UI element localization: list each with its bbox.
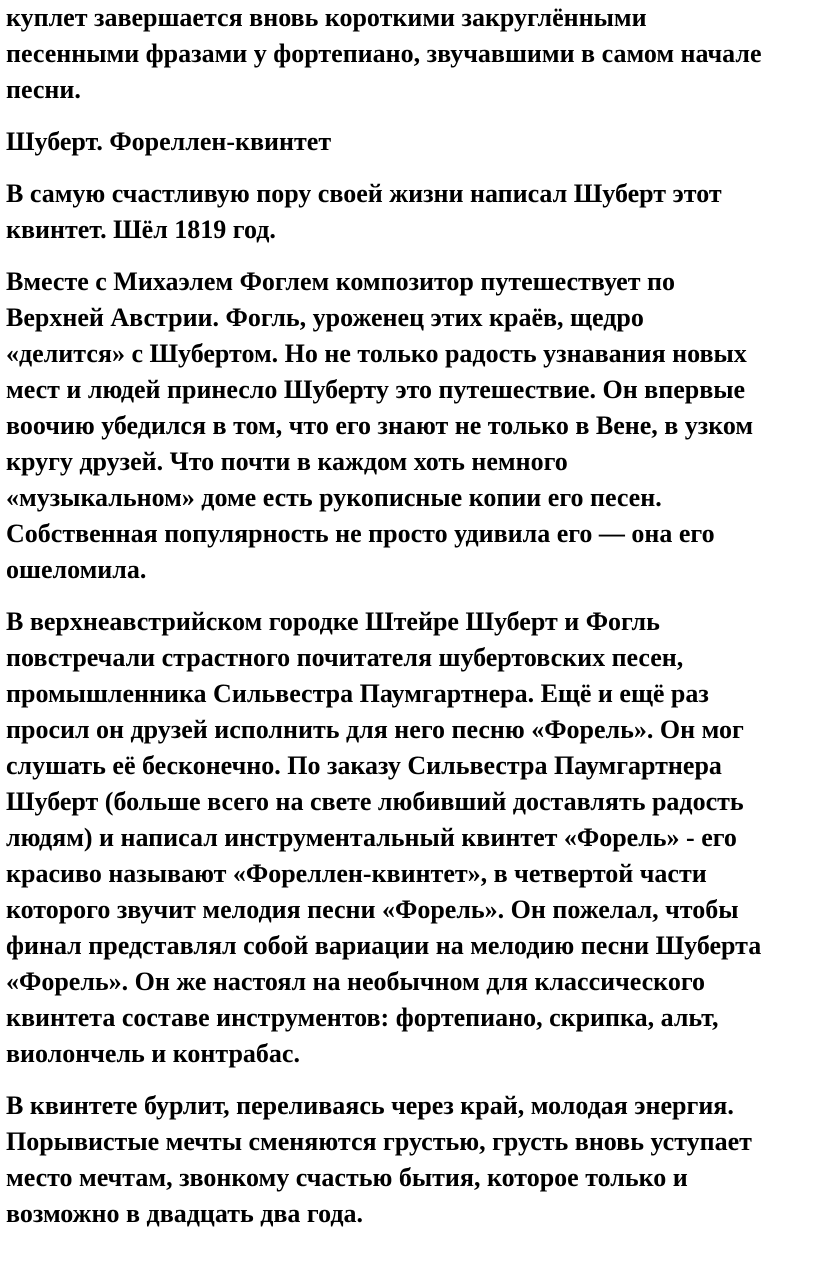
heading-text: Шуберт. Фореллен-квинтет xyxy=(6,127,332,156)
text-line: финал представлял собой вариации на мелодию песни Шуберта xyxy=(6,931,762,960)
text-line: квинтет. Шёл 1819 год. xyxy=(6,215,276,244)
text-line: Верхней Австрии. Фогль, уроженец этих краёв, щедро xyxy=(6,303,644,332)
text-line: кругу друзей. Что почти в каждом хоть немного xyxy=(6,447,568,476)
text-line: виолончель и контрабас. xyxy=(6,1039,300,1068)
paragraph-energy xyxy=(6,1088,816,1232)
text-line: слушать её бесконечно. По заказу Сильвестра Паумгартнера xyxy=(6,751,722,780)
text-line: место мечтам, звонкому счастью бытия, которое только и xyxy=(6,1163,688,1192)
section-heading xyxy=(6,124,816,160)
text-line: квинтета составе инструментов: фортепиано, скрипка, альт, xyxy=(6,1003,719,1032)
text-line: ошеломила. xyxy=(6,555,147,584)
paragraph-steyr xyxy=(6,604,816,1072)
text-line: воочию убедился в том, что его знают не только в Вене, в узком xyxy=(6,411,754,440)
text-line: которого звучит мелодия песни «Форель». Он пожелал, чтобы xyxy=(6,895,739,924)
text-line: промышленника Сильвестра Паумгартнера. Ещё и ещё раз xyxy=(6,679,709,708)
text-line: Собственная популярность не просто удивила его — она его xyxy=(6,519,715,548)
text-line: Порывистые мечты сменяются грустью, грусть вновь уступает xyxy=(6,1127,752,1156)
text-line: людям) и написал инструментальный квинтет «Форель» - его xyxy=(6,823,737,852)
text-line: возможно в двадцать два года. xyxy=(6,1199,363,1228)
text-line: песенными фразами у фортепиано, звучавшими в самом начале xyxy=(6,39,762,68)
text-line: песни. xyxy=(6,75,81,104)
text-line: В верхнеавстрийском городке Штейре Шуберт и Фогль xyxy=(6,607,660,636)
text-line: просил он друзей исполнить для него песню «Форель». Он мог xyxy=(6,715,744,744)
text-line: В квинтете бурлит, переливаясь через край, молодая энергия. xyxy=(6,1091,734,1120)
text-line: повстречали страстного почитателя шубертовских песен, xyxy=(6,643,684,672)
text-line: «делится» с Шубертом. Но не только радость узнавания новых xyxy=(6,339,747,368)
text-line: куплет завершается вновь короткими закруглёнными xyxy=(6,3,647,32)
text-line: В самую счастливую пору своей жизни написал Шуберт этот xyxy=(6,179,722,208)
text-line: «музыкальном» доме есть рукописные копии его песен. xyxy=(6,483,662,512)
text-line: Шуберт (больше всего на свете любивший доставлять радость xyxy=(6,787,744,816)
text-line: мест и людей принесло Шуберту это путешествие. Он впервые xyxy=(6,375,746,404)
paragraph-intro xyxy=(6,176,816,248)
text-line: красиво называют «Фореллен-квинтет», в четвертой части xyxy=(6,859,707,888)
paragraph-song-ending xyxy=(6,0,816,108)
text-line: «Форель». Он же настоял на необычном для классического xyxy=(6,967,705,996)
document-page xyxy=(6,0,816,1232)
text-line: Вместе с Михаэлем Фоглем композитор путешествует по xyxy=(6,267,675,296)
paragraph-journey xyxy=(6,264,816,588)
